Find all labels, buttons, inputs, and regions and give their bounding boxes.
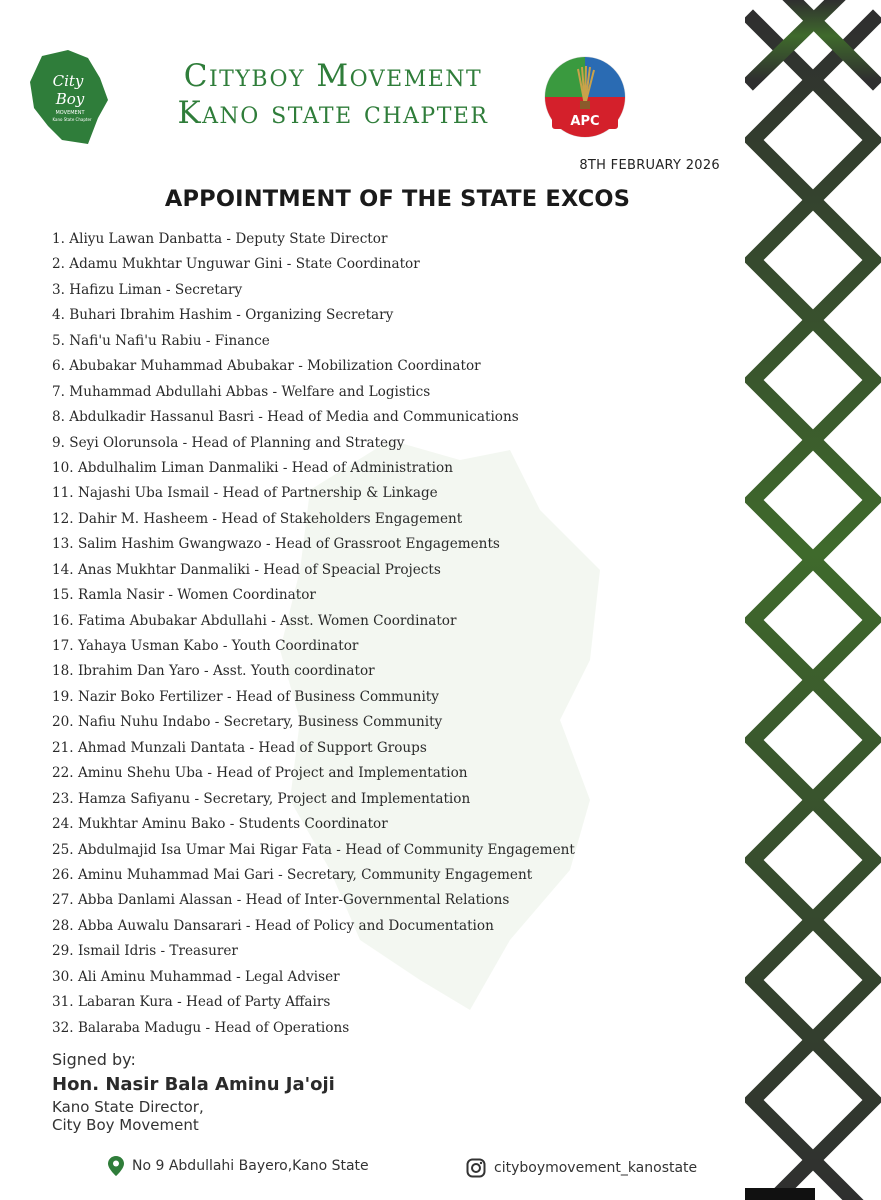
appointment-item: 27. Abba Danlami Alassan - Head of Inter-Governmental Relations: [52, 892, 510, 909]
signer-role-line2: City Boy Movement: [52, 1116, 199, 1134]
appointment-item: 10. Abdulhalim Liman Danmaliki - Head of Administration: [52, 459, 453, 476]
document-date: 8TH FEBRUARY 2026: [579, 158, 720, 173]
appointment-item: 9. Seyi Olorunsola - Head of Planning and Strategy: [52, 434, 405, 451]
appointment-item: 17. Yahaya Usman Kabo - Youth Coordinator: [52, 638, 359, 654]
appointment-item: 22. Aminu Shehu Uba - Head of Project and Implementation: [52, 765, 468, 782]
signed-by-label: Signed by:: [52, 1050, 136, 1069]
appointment-item: 1. Aliyu Lawan Danbatta - Deputy State Director: [52, 231, 388, 247]
signer-name: Hon. Nasir Bala Aminu Ja'oji: [52, 1074, 335, 1095]
appointment-item: 19. Nazir Boko Fertilizer - Head of Business Community: [52, 688, 439, 705]
appointment-item: 24. Mukhtar Aminu Bako - Students Coordinator: [52, 816, 388, 833]
appointment-item: 32. Balaraba Madugu - Head of Operations: [52, 1019, 350, 1036]
appointments-list: [52, 229, 742, 1043]
appointment-item: 14. Anas Mukhtar Danmaliki - Head of Speacial Projects: [52, 561, 441, 578]
appointment-item: 5. Nafi'u Nafi'u Rabiu - Finance: [52, 332, 270, 349]
appointment-item: 15. Ramla Nasir - Women Coordinator: [52, 587, 316, 604]
appointment-item: 28. Abba Auwalu Dansarari - Head of Policy and Documentation: [52, 917, 494, 934]
signer-role-line1: Kano State Director,: [52, 1098, 204, 1116]
cityboy-logo: [28, 48, 110, 148]
appointment-item: 23. Hamza Safiyanu - Secretary, Project and Implementation: [52, 790, 471, 807]
appointment-item: 6. Abubakar Muhammad Abubakar - Mobilization Coordinator: [52, 358, 481, 375]
decorative-lattice: [745, 0, 881, 1200]
appointment-item: 11. Najashi Uba Ismail - Head of Partnership & Linkage: [52, 485, 438, 502]
apc-party-logo: [542, 55, 628, 139]
logo-text-movement: MOVEMENT: [55, 110, 85, 116]
appointment-item: 18. Ibrahim Dan Yaro - Asst. Youth coordinator: [52, 663, 375, 680]
org-title-line2: Kano state chapter: [177, 95, 489, 131]
organization-title: [128, 58, 538, 132]
appointment-item: 31. Labaran Kura - Head of Party Affairs: [52, 994, 331, 1011]
appointment-item: 20. Nafiu Nuhu Indabo - Secretary, Business Community: [52, 714, 443, 731]
logo-text-city: City: [52, 72, 84, 90]
footer-address: [108, 1156, 369, 1176]
appointment-item: 21. Ahmad Munzali Dantata - Head of Support Groups: [52, 739, 427, 756]
social-handle[interactable]: cityboymovement_kanostate: [494, 1160, 698, 1176]
appointment-item: 29. Ismail Idris - Treasurer: [52, 943, 238, 960]
org-title-line1: Cityboy Movement: [183, 58, 483, 94]
instagram-icon: [466, 1158, 486, 1178]
appointment-item: 7. Muhammad Abdullahi Abbas - Welfare and Logistics: [52, 383, 431, 400]
appointment-item: 2. Adamu Mukhtar Unguwar Gini - State Coordinator: [52, 256, 420, 273]
appointment-item: 25. Abdulmajid Isa Umar Mai Rigar Fata - Head of Community Engagement: [52, 841, 575, 858]
signer-role: [52, 1098, 204, 1134]
appointment-item: 12. Dahir M. Hasheem - Head of Stakeholders Engagement: [52, 510, 463, 527]
appointment-item: 13. Salim Hashim Gwangwazo - Head of Grassroot Engagements: [52, 536, 500, 553]
appointment-item: 3. Hafizu Liman - Secretary: [52, 281, 243, 298]
appointment-item: 8. Abdulkadir Hassanul Basri - Head of Media and Communications: [52, 409, 519, 426]
apc-label: APC: [570, 114, 600, 129]
appointment-item: 26. Aminu Muhammad Mai Gari - Secretary, Community Engagement: [52, 866, 533, 883]
address-text: No 9 Abdullahi Bayero,Kano State: [132, 1158, 369, 1174]
logo-text-chapter: Kano State Chapter: [52, 117, 92, 122]
footer-social: [466, 1158, 697, 1178]
logo-text-boy: Boy: [55, 90, 85, 108]
appointment-item: 30. Ali Aminu Muhammad - Legal Adviser: [52, 968, 340, 985]
location-pin-icon: [108, 1156, 124, 1176]
appointment-item: 16. Fatima Abubakar Abdullahi - Asst. Women Coordinator: [52, 612, 457, 629]
appointment-item: 4. Buhari Ibrahim Hashim - Organizing Secretary: [52, 307, 394, 324]
document-heading: APPOINTMENT OF THE STATE EXCOS: [164, 186, 631, 212]
